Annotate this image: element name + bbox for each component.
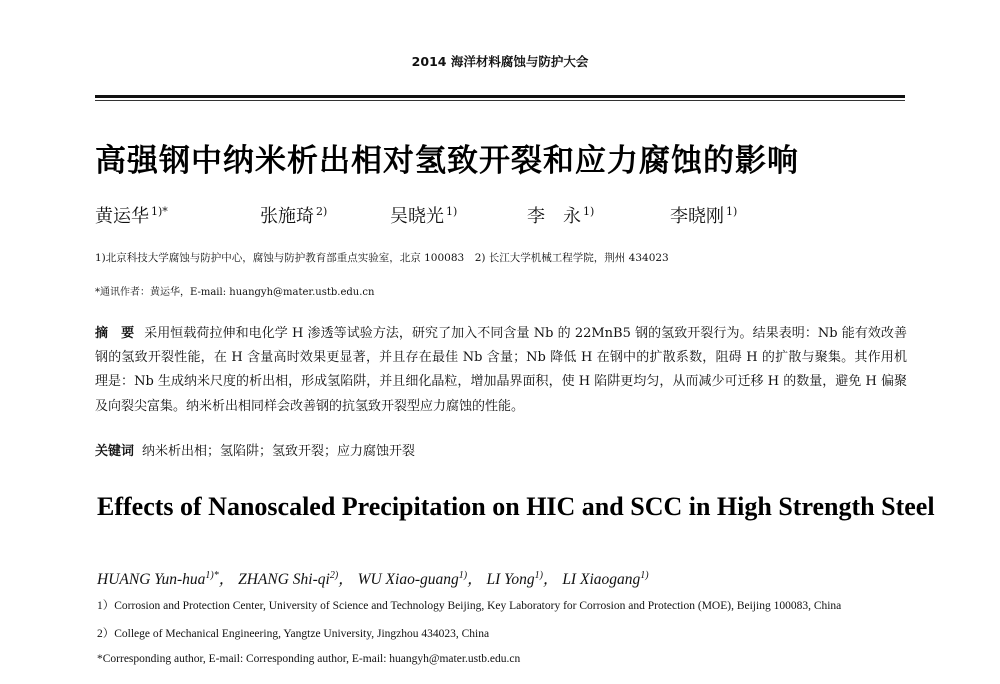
author-en-name: LI Xiaogang [562, 571, 641, 588]
abstract-text: 采用恒载荷拉伸和电化学 H 渗透等试验方法，研究了加入不同含量 Nb 的 22MnB5 钢的氢致开裂行为。结果表明：Nb 能有效改善钢的氢致开裂性能，在 H 含量高时效果更显著，并且存在最佳 Nb 含量；Nb 降低 H 在钢中的扩散系数，阻碍 H 的扩散与聚集。其作用机理是：Nb 生成纳米尺度的析出相，形成氢陷阱，并且细化晶粒，增加晶界面积，使 H 陷阱更均匀，从而减少可迁移 H 的数量，避免 H 偏聚及向裂尖富集。纳米析出相同样会改善钢的抗氢致开裂型应力腐蚀的性能。 [95, 326, 907, 414]
author-en-sep: ， [467, 571, 483, 588]
author-en-name: ZHANG Shi-qi [238, 571, 330, 588]
conference-header: 2014 海洋材料腐蚀与防护大会 [411, 54, 589, 69]
author-cn-sup: 1) [726, 205, 738, 218]
affiliation-chinese: 1)北京科技大学腐蚀与防护中心，腐蚀与防护教育部重点实验室，北京 100083 2) 长江大学机械工程学院，荆州 434023 [95, 252, 669, 264]
author-cn-2 [260, 202, 327, 228]
authors-chinese [95, 202, 905, 228]
author-en-sup: 2) [329, 569, 339, 581]
author-cn-name: 吴晓光 [390, 206, 444, 227]
title-english: Effects of Nanoscaled Precipitation on HIC and SCC in High Strength Steel [97, 492, 935, 521]
author-cn-name: 李 永 [527, 206, 581, 227]
keywords-text: 纳米析出相；氢陷阱；氢致开裂；应力腐蚀开裂 [142, 444, 416, 459]
authors-english [97, 567, 649, 589]
author-en-sup: 1) [534, 569, 543, 581]
author-en-name: LI Yong [486, 571, 535, 588]
author-cn-sup: 1)* [151, 205, 168, 218]
author-cn-sup: 1) [446, 205, 458, 218]
title-chinese: 高强钢中纳米析出相对氢致开裂和应力腐蚀的影响 [95, 143, 799, 179]
corresponding-author-chinese: *通讯作者：黄运华，E-mail: huangyh@mater.ustb.edu.cn [95, 287, 375, 298]
author-cn-5 [670, 202, 737, 228]
author-en-name: WU Xiao-guang [357, 571, 459, 588]
author-en-sep: ， [218, 571, 235, 588]
abstract-label: 摘 要 [95, 326, 135, 341]
author-cn-name: 张施琦 [260, 206, 314, 227]
author-cn-name: 黄运华 [95, 206, 149, 227]
header-rule-thick [95, 95, 905, 98]
author-en-sup: 1) [458, 569, 468, 581]
author-cn-sup: 2) [316, 205, 328, 218]
author-cn-name: 李晓刚 [670, 206, 724, 227]
author-en-sup: 1)* [205, 569, 219, 581]
author-en-name: HUANG Yun-hua [97, 571, 206, 588]
author-cn-sup: 1) [583, 205, 595, 218]
affiliation-english-2: 2）College of Mechanical Engineering, Yangtze University, Jingzhou 434023, China [97, 628, 490, 640]
abstract-chinese [95, 322, 907, 419]
corresponding-author-english: *Corresponding author, E-mail: Corresponding author, E-mail: huangyh@mater.ustb.edu.cn [97, 653, 521, 665]
author-cn-4 [527, 202, 594, 228]
affiliation-english-1: 1）Corrosion and Protection Center, University of Science and Technology Beijing, Key Laboratory for Corrosion and Protection (MOE), Beijing 100083, China [97, 600, 842, 612]
author-en-sep: ， [338, 571, 354, 588]
header-rule-thin [95, 100, 905, 101]
keywords-chinese [95, 440, 415, 459]
author-cn-3 [390, 202, 457, 228]
keywords-label: 关键词 [95, 444, 135, 459]
author-cn-1 [95, 202, 168, 228]
author-en-sup: 1) [640, 569, 649, 581]
author-en-sep: ， [542, 571, 559, 588]
